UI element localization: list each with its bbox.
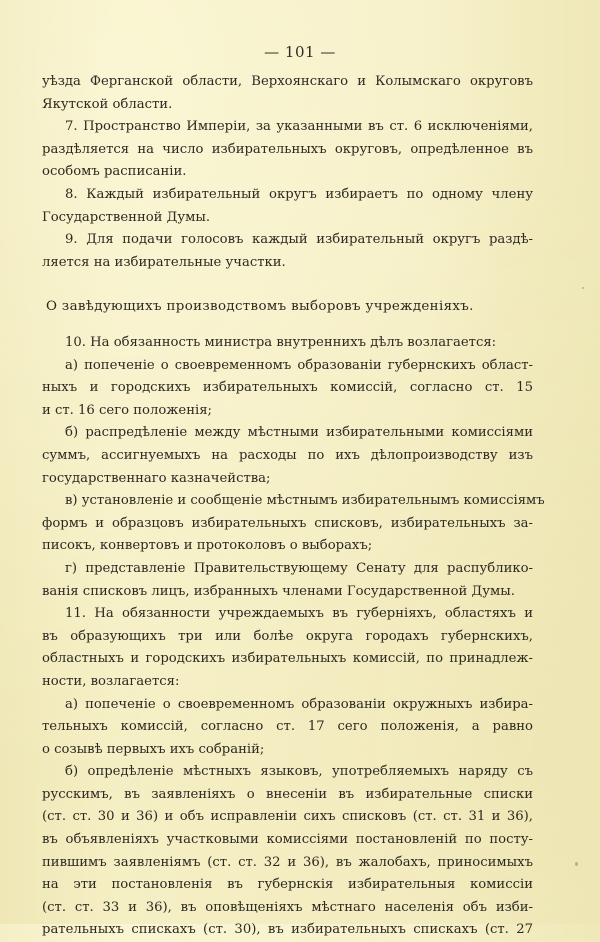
text-line: (ст. ст. 30 и 36) и объ исправленiи сихъ списковъ (ст. ст. 31 и 36), [42,809,533,825]
text-line: въ объявленiяхъ участковыми комиссiями постановленiй по посту- [42,832,533,848]
article-7-line: 7. Пространство Имперiи, за указанными въ ст. 6 исключенiями, [65,119,533,135]
text-line: и ст. 16 сего положенiя; [42,402,213,418]
paper-speck [582,287,584,289]
paper-speck [575,862,578,866]
text-line: суммъ, ассигнуемыхъ на расходы по ихъ дѣлопроизводству изъ [42,447,533,463]
text-line: особомъ расписанiи. [42,164,187,180]
text-line: тельныхъ комиссiй, согласно ст. 17 сего положенiя, а равно [42,719,533,735]
text-line: государственнаго казначейства; [42,470,271,486]
text-line: Государственной Думы. [42,209,211,225]
text-line: въ образующихъ три или болѣе округа городахъ губернскихъ, [42,628,533,644]
text-line: уѣзда Ферганской области, Верхоянскаго и Колымскаго округовъ [42,74,533,89]
section-heading: О завѣдующихъ производствомъ выборовъ учрежденiяхъ. [46,299,474,314]
text-line: о созывѣ первыхъ ихъ собранiй; [42,741,265,757]
article-8-line: 8. Каждый избирательный округъ избираетъ по одному члену [65,186,533,202]
text-line: формъ и образцовъ избирательныхъ списковъ, избирательныхъ за- [42,515,533,531]
text-line: в) установленiе и сообщенiе мѣстнымъ избирательнымъ комиссiямъ [65,493,545,509]
text-line: б) опредѣленiе мѣстныхъ языковъ, употребляемыхъ наряду съ [65,764,533,780]
text-line: (ст. ст. 33 и 36), въ оповѣщенiяхъ мѣстнаго населенiя объ изби- [42,899,533,915]
paper-speck [290,906,292,908]
text-line: областныхъ и городскихъ избирательныхъ комиссiй, по принадлеж- [42,651,533,667]
text-line: писокъ, конвертовъ и протоколовъ о выборахъ; [42,538,373,554]
text-line: а) попеченiе о своевременномъ образованiи губернскихъ област- [65,357,533,373]
text-line: ванiя списковъ лицъ, избранныхъ членами Государственной Думы. [42,583,515,599]
article-10-line: 10. На обязанность министра внутреннихъ дѣлъ возлагается: [65,335,497,350]
articles-10-11-text [42,332,545,942]
text-line: русскимъ, въ заявленiяхъ о внесенiи въ избирательные списки [42,786,533,802]
text-line: на эти постановленiя въ губернскiя избирательныя комиссiи [42,877,533,893]
text-line: раздѣляется на число избирательныхъ округовъ, опредѣленное въ [42,141,533,157]
text-line: Якутской области. [42,96,173,112]
text-line: а) попеченiе о своевременномъ образованiи окружныхъ избира- [65,696,533,712]
article-9-line: 9. Для подачи голосовъ каждый избирательный округъ раздѣ- [65,232,533,248]
text-line: г) представленiе Правительствующему Сенату для распублико- [65,560,533,576]
articles-6-9-text [42,71,533,274]
text-line: ляется на избирательные участки. [42,254,286,270]
article-11-line: 11. На обязанности учреждаемыхъ въ губернiяхъ, областяхъ и [65,606,533,622]
text-line: рательныхъ спискахъ (ст. 30), въ избирательныхъ спискахъ (ст. 27 [42,922,533,938]
text-line: пившимъ заявленiямъ (ст. ст. 32 и 36), въ жалобахъ, приносимыхъ [42,854,533,870]
text-line: ныхъ и городскихъ избирательныхъ комиссiй, согласно ст. 15 [42,380,533,396]
page-number: — 101 — [264,43,336,61]
text-line: б) распредѣленiе между мѣстными избирательными комиссiями [65,425,533,441]
text-line: ности, возлагается: [42,673,180,689]
